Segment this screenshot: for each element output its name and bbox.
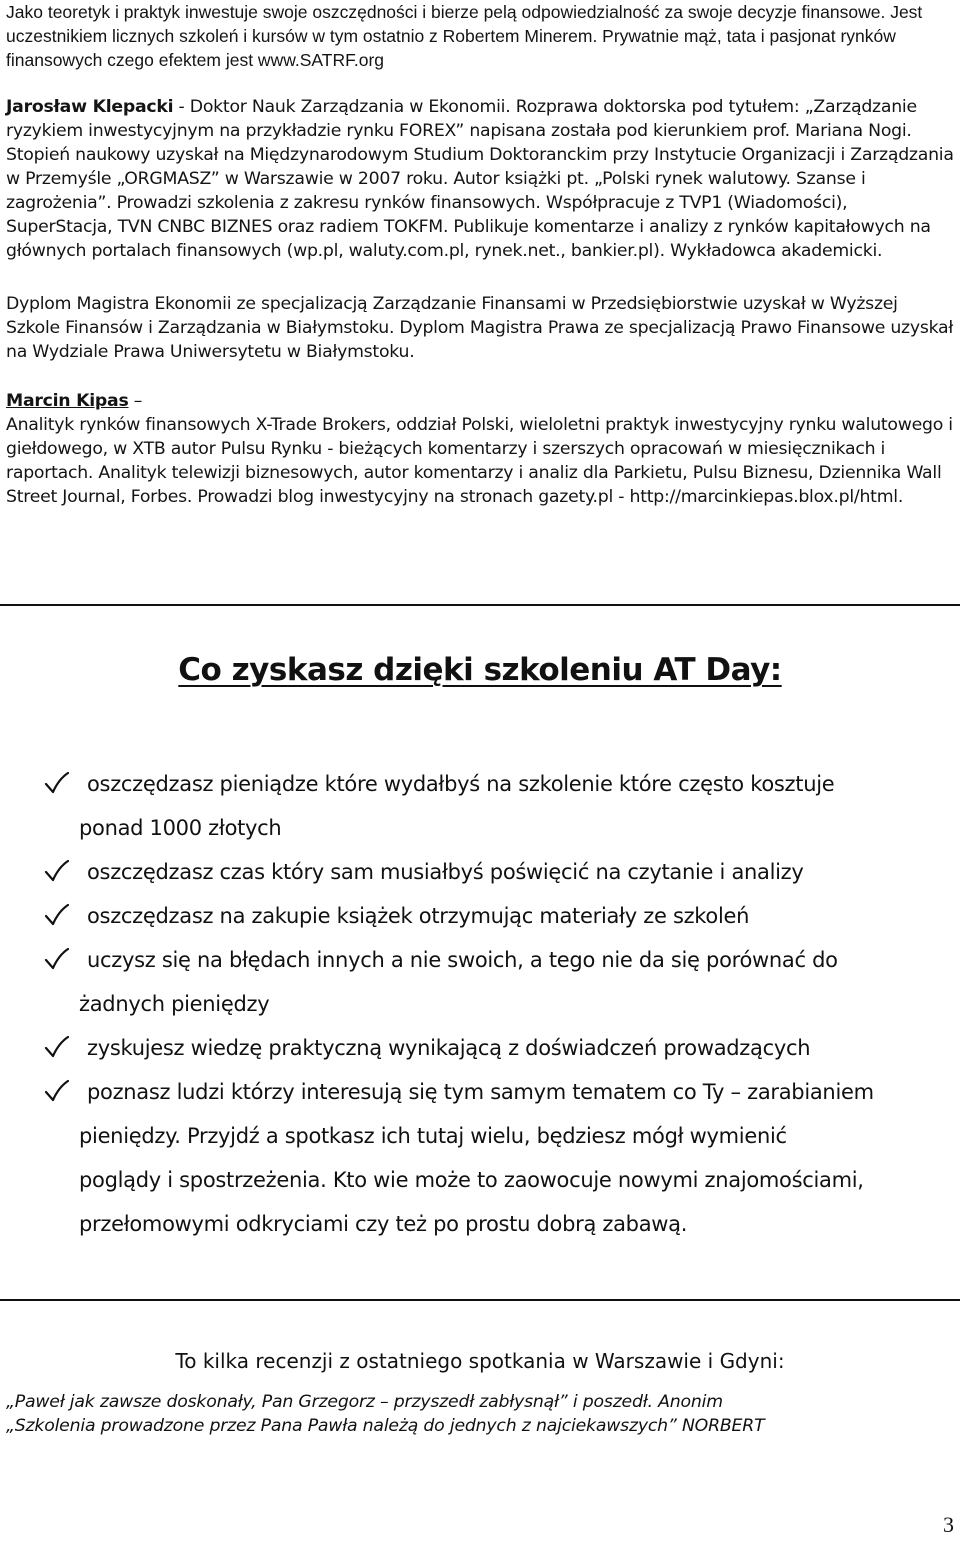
kipas-dash: –	[128, 391, 143, 411]
reviews-title: To kilka recenzji z ostatniego spotkania w Warszawie i Gdyni:	[175, 1349, 785, 1373]
klepacki-bio-text: Rozprawa doktorska pod tytułem: „Zarządzanie ryzykiem inwestycyjnym na przykładzie rynku FOREX” napisana została pod kierunkiem prof. Mariana Nogi. Stopień naukowy uzyskał na Międzynarodowym Studium Doktoranckim przy Instytucie Organizacji i Zarządzania w Przemyśle „ORGMASZ” w Warszawie w 2007 roku. Autor książki pt. „Polski rynek walutowy. Szanse i zagrożenia”. Prowadzi szkolenia z zakresu rynków finansowych. Współpracuje z TVP1 (Wiadomości), SuperStacja, TVN CNBC BIZNES oraz radiem TOKFM. Publikuje komentarze i analizy z rynków kapitałowych na głównych portalach finansowych (wp.pl, waluty.com.pl, rynek.net., bankier.pl). Wykładowca akademicki.	[6, 97, 954, 261]
klepacki-title: - Doktor Nauk Zarządzania w Ekonomii.	[173, 97, 511, 117]
benefit-item	[0, 894, 960, 938]
review-quote: „Paweł jak zawsze doskonały, Pan Grzegorz – przyszedł zabłysnął” i poszedł. Anonim	[6, 1392, 723, 1412]
benefit-text: oszczędzasz czas który sam musiałbyś poświęcić na czytanie i analizy	[87, 860, 804, 884]
benefits-list	[0, 762, 960, 1246]
checkmark-icon	[44, 859, 70, 885]
section-divider	[0, 604, 960, 606]
kipas-name: Marcin Kipas	[6, 391, 129, 411]
benefit-text: zyskujesz wiedzę praktyczną wynikającą z doświadczeń prowadzących	[87, 1036, 811, 1060]
page-number: 3	[943, 1512, 954, 1537]
benefit-text: oszczędzasz pieniądze które wydałbyś na szkolenie które często kosztuje	[87, 772, 835, 796]
benefit-text: oszczędzasz na zakupie książek otrzymując materiały ze szkoleń	[87, 904, 750, 928]
benefits-heading: Co zyskasz dzięki szkoleniu AT Day:	[178, 652, 782, 688]
intro-paragraph: Jako teoretyk i praktyk inwestuje swoje oszczędności i bierze pelą odpowiedzialność za swoje decyzje finansowe. Jest uczestnikiem licznych szkoleń i kursów w tym ostatnio z Robertem Minerem. Prywatnie mąż, tata i pasjonat rynków finansowych czego efektem jest www.SATRF.org	[6, 2, 923, 70]
checkmark-icon	[44, 903, 70, 929]
benefit-item	[0, 762, 960, 850]
checkmark-icon	[44, 947, 70, 973]
checkmark-icon	[44, 1079, 70, 1105]
checkmark-icon	[44, 1035, 70, 1061]
benefit-text-cont: ponad 1000 złotych	[79, 816, 282, 840]
klepacki-diplomas: Dyplom Magistra Ekonomii ze specjalizacją Zarządzanie Finansami w Przedsiębiorstwie uzyskał w Wyższej Szkole Finansów i Zarządzania w Białymstoku. Dyplom Magistra Prawa ze specjalizacją Prawo Finansowe uzyskał na Wydziale Prawa Uniwersytetu w Białymstoku.	[6, 294, 954, 362]
benefit-text-cont: pieniędzy. Przyjdź a spotkasz ich tutaj wielu, będziesz mógł wymienić	[79, 1124, 787, 1148]
benefit-text-cont: żadnych pieniędzy	[79, 992, 270, 1016]
benefit-text-cont: poglądy i spostrzeżenia. Kto wie może to zaowocuje nowymi znajomościami,	[79, 1168, 864, 1192]
klepacki-bio	[6, 95, 956, 263]
benefit-text: uczysz się na błędach innych a nie swoich, a tego nie da się porównać do	[87, 948, 838, 972]
klepacki-name: Jarosław Klepacki	[6, 97, 174, 117]
benefit-text-cont: przełomowymi odkryciami czy też po prostu dobrą zabawą.	[79, 1212, 688, 1236]
benefit-item	[0, 1070, 960, 1246]
benefit-text: poznasz ludzi którzy interesują się tym samym tematem co Ty – zarabianiem	[87, 1080, 874, 1104]
kipas-bio: Analityk rynków finansowych X-Trade Brokers, oddział Polski, wieloletni praktyk inwestycyjny rynku walutowego i giełdowego, w XTB autor Pulsu Rynku - bieżących komentarzy i szerszych opracowań w miesięcznikach i raportach. Analityk telewizji biznesowych, autor komentarzy i analiz dla Parkietu, Pulsu Biznesu, Dziennika Wall Street Journal, Forbes. Prowadzi blog inwestycyjny na stronach gazety.pl - http://marcinkiepas.blox.pl/html.	[6, 415, 953, 507]
kipas-heading	[6, 389, 956, 413]
checkmark-icon	[44, 771, 70, 797]
benefit-item	[0, 938, 960, 1026]
benefit-item	[0, 850, 960, 894]
section-divider	[0, 1299, 960, 1301]
benefit-item	[0, 1026, 960, 1070]
review-quote: „Szkolenia prowadzone przez Pana Pawła należą do jednych z najciekawszych” NORBERT	[6, 1416, 765, 1436]
